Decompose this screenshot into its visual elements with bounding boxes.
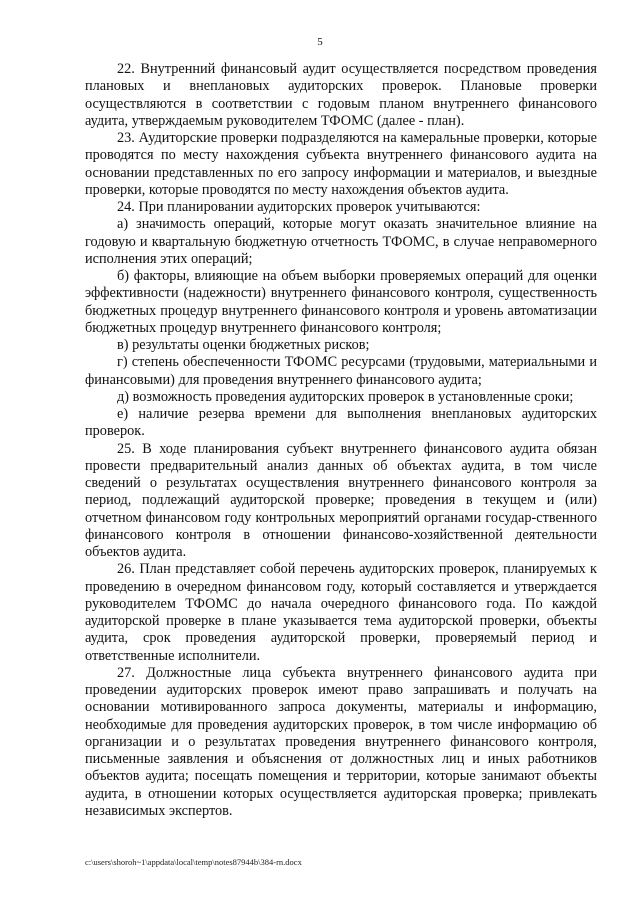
paragraph-24-b: б) факторы, влияющие на объем выборки проверяемых операций для оценки эффективности (надежности) внутреннего финансового контроля, существенность бюджетных процедур внутреннего финансового контроля и уровень автоматизации бюджетных процедур внутреннего финансового контроля;: [85, 268, 597, 336]
paragraph-24: 24. При планировании аудиторских проверок учитываются:: [117, 199, 481, 215]
paragraph-23: 23. Аудиторские проверки подразделяются на камеральные проверки, которые проводятся по месту нахождения субъекта внутреннего финансового аудита на основании представленных по его запросу информации и материалов, и выездные проверки, которые проводятся по месту нахождения объектов аудита.: [85, 130, 597, 198]
footer-file-path: c:\users\shoroh~1\appdata\local\temp\notes87944b\384-rn.docx: [85, 857, 302, 867]
paragraph-22: 22. Внутренний финансовый аудит осуществляется посредством проведения плановых и внеплановых аудиторских проверок. Плановые проверки осуществляются в соответствии с годовым планом внутреннего финансового аудита, утверждаемым руководителем ТФОМС (далее - план).: [85, 61, 597, 129]
paragraph-24-a: а) значимость операций, которые могут оказать значительное влияние на годовую и квартальную бюджетную отчетность ТФОМС, в случае неправомерного исполнения этих операций;: [85, 216, 597, 267]
paragraph-26: 26. План представляет собой перечень аудиторских проверок, планируемых к проведению в очередном финансовом году, который составляется и утверждается руководителем ТФОМС до начала очередного финансового года. По каждой аудиторской проверке в плане указывается тема аудиторской проверки, объекты аудита, срок проведения аудиторской проверки, проверяемый период и ответственные исполнители.: [85, 561, 597, 664]
page-number: 5: [317, 36, 323, 48]
paragraph-27: 27. Должностные лица субъекта внутреннего финансового аудита при проведении аудиторских проверок имеют право запрашивать и получать на основании мотивированного запроса документы, материалы и информацию, необходимые для проведения аудиторских проверок, в том числе информацию об организации и о результатах проведения внутреннего финансового контроля, письменные заявления и объяснения от должностных лиц и иных работников объектов аудита; посещать помещения и территории, которые занимают объекты аудита, в отношении которых осуществляется аудиторская проверка; привлекать независимых экспертов.: [85, 664, 597, 819]
document-body: [85, 61, 597, 820]
paragraph-24-d: д) возможность проведения аудиторских проверок в установленные сроки;: [117, 388, 574, 405]
paragraph-24-v: в) результаты оценки бюджетных рисков;: [117, 337, 370, 353]
paragraph-25: 25. В ходе планирования субъект внутреннего финансового аудита обязан провести предварительный анализ данных об объектах аудита, в том числе сведений о результатах осуществления внутреннего финансового контроля за период, подлежащий аудиторской проверке; проведения в текущем и (или) отчетном финансовом году контрольных мероприятий органами государ-ственного финансового контроля в отношении финансово-хозяйственной деятельности объектов аудита.: [85, 440, 597, 560]
paragraph-24-g: г) степень обеспеченности ТФОМС ресурсами (трудовыми, материальными и финансовыми) для проведения внутреннего финансового аудита;: [85, 354, 597, 388]
paragraph-24-e: е) наличие резерва времени для выполнения внеплановых аудиторских проверок.: [85, 406, 597, 440]
